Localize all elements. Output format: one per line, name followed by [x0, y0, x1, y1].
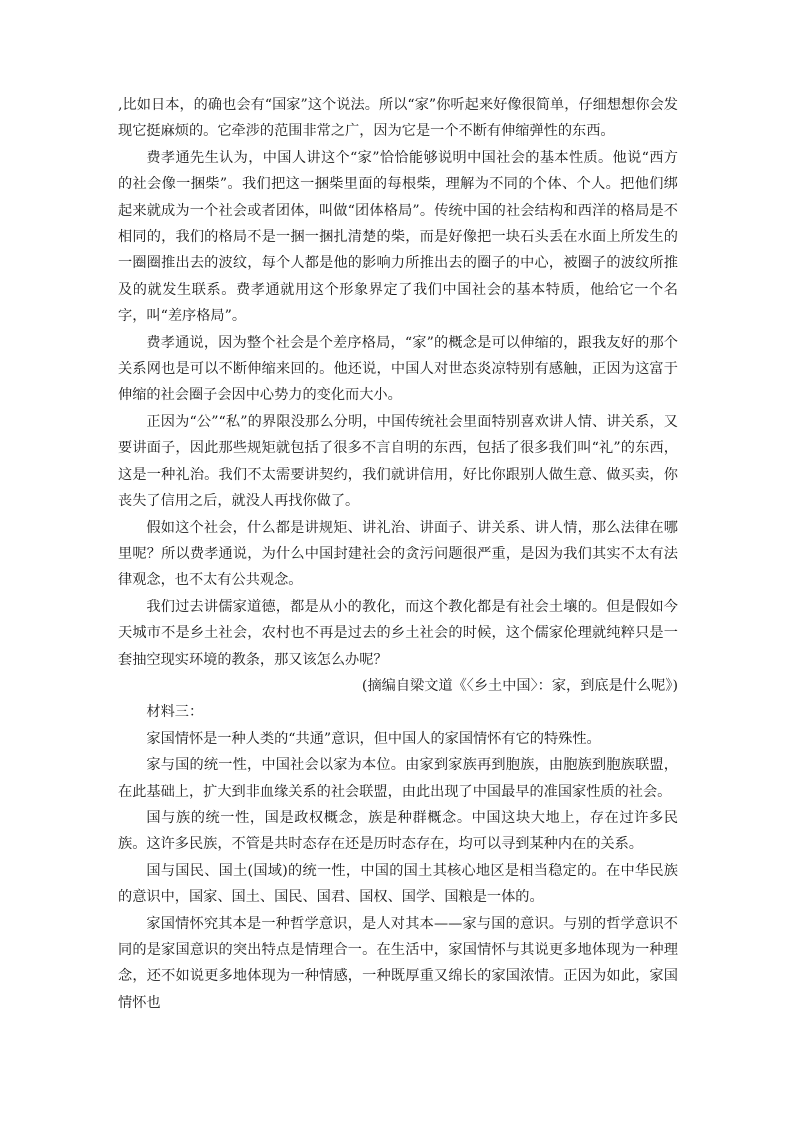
paragraph-11: 家国情怀究其本是一种哲学意识，是人对其本——家与国的意识。与别的哲学意识不同的是家国意识的突出特点是情理合一。在生活中，家国情怀与其说更多地体现为一种理念，还不如说更多地体现为一种情感，一种既厚重又绵长的家国浓情。正因为如此，家国情怀也	[118, 915, 678, 1011]
paragraph-10: 国与国民、国土(国域)的统一性，中国的国土其核心地区是相当稳定的。在中华民族的意识中，国家、国土、国民、国君、国权、国学、国粮是一体的。	[118, 862, 678, 906]
paragraph-5: 假如这个社会，什么都是讲规矩、讲礼治、讲面子、讲关系、讲人情，那么法律在哪里呢？所以费孝通说，为什么中国封建社会的贪污问题很严重，是因为我们其实不太有法律观念，也不太有公共观念。	[118, 519, 678, 589]
paragraph-8: 家与国的统一性，中国社会以家为本位。由家到家族再到胞族，由胞族到胞族联盟，在此基础上，扩大到非血缘关系的社会联盟，由此出现了中国最早的准国家性质的社会。	[118, 757, 678, 800]
paragraph-4: 正因为“公”“私”的界限没那么分明，中国传统社会里面特别喜欢讲人情、讲关系，又要讲面子，因此那些规矩就包括了很多不言自明的东西，包括了很多我们叫“礼”的东西，这是一种礼治。我们不太需要讲契约，我们就讲信用，好比你跟别人做生意、做买卖，你丧失了信用之后，就没人再找你做了。	[118, 413, 678, 510]
source-citation: (摘编自梁文道《〈乡土中国〉：家，到底是什么呢》)	[361, 677, 678, 694]
paragraph-7: 家国情怀是一种人类的“共通”意识，但中国人的家国情怀有它的特殊性。	[146, 730, 601, 747]
paragraph-3: 费孝通说，因为整个社会是个差序格局，“家”的概念是可以伸缩的，跟我友好的那个关系网也是可以不断伸缩来回的。他还说，中国人对世态炎凉特别有感触，正因为这富于伸缩的社会圈子会因中心势力的变化而大小。	[118, 334, 678, 404]
paragraph-2: 费孝通先生认为，中国人讲这个“家”恰恰能够说明中国社会的基本性质。他说“西方的社会像一捆柴”。我们把这一捆柴里面的每根柴，理解为不同的个体、个人。把他们绑起来就成为一个社会或者团体，叫做“团体格局”。传统中国的社会结构和西洋的格局是不相同的，我们的格局不是一捆一捆扎清楚的柴，而是好像把一块石头丢在水面上所发生的一圈圈推出去的波纹，每个人都是他的影响力所推出去的圈子的中心，被圈子的波纹所推及的就发生联系。费孝通就用这个形象界定了我们中国社会的基本特质，他给它一个名字，叫“差序格局”。	[118, 149, 678, 325]
paragraph-9: 国与族的统一性，国是政权概念，族是种群概念。中国这块大地上，存在过许多民族。这许多民族，不管是共时态存在还是历时态存在，均可以寻到某种内在的关系。	[118, 809, 678, 853]
paragraph-1: ,比如日本，的确也会有“国家”这个说法。所以“家”你听起来好像很简单，仔细想想你会发现它挺麻烦的。它牵涉的范围非常之广，因为它是一个不断有伸缩弹性的东西。	[118, 97, 678, 140]
paragraph-6: 我们过去讲儒家道德，都是从小的教化，而这个教化都是有社会土壤的。但是假如今天城市不是乡土社会，农村也不再是过去的乡土社会的时候，这个儒家伦理就纯粹只是一套抽空现实环境的教条，那又该怎么办呢？	[118, 598, 678, 668]
material-three-heading: 材料三：	[146, 704, 204, 721]
document-page	[118, 92, 678, 1016]
